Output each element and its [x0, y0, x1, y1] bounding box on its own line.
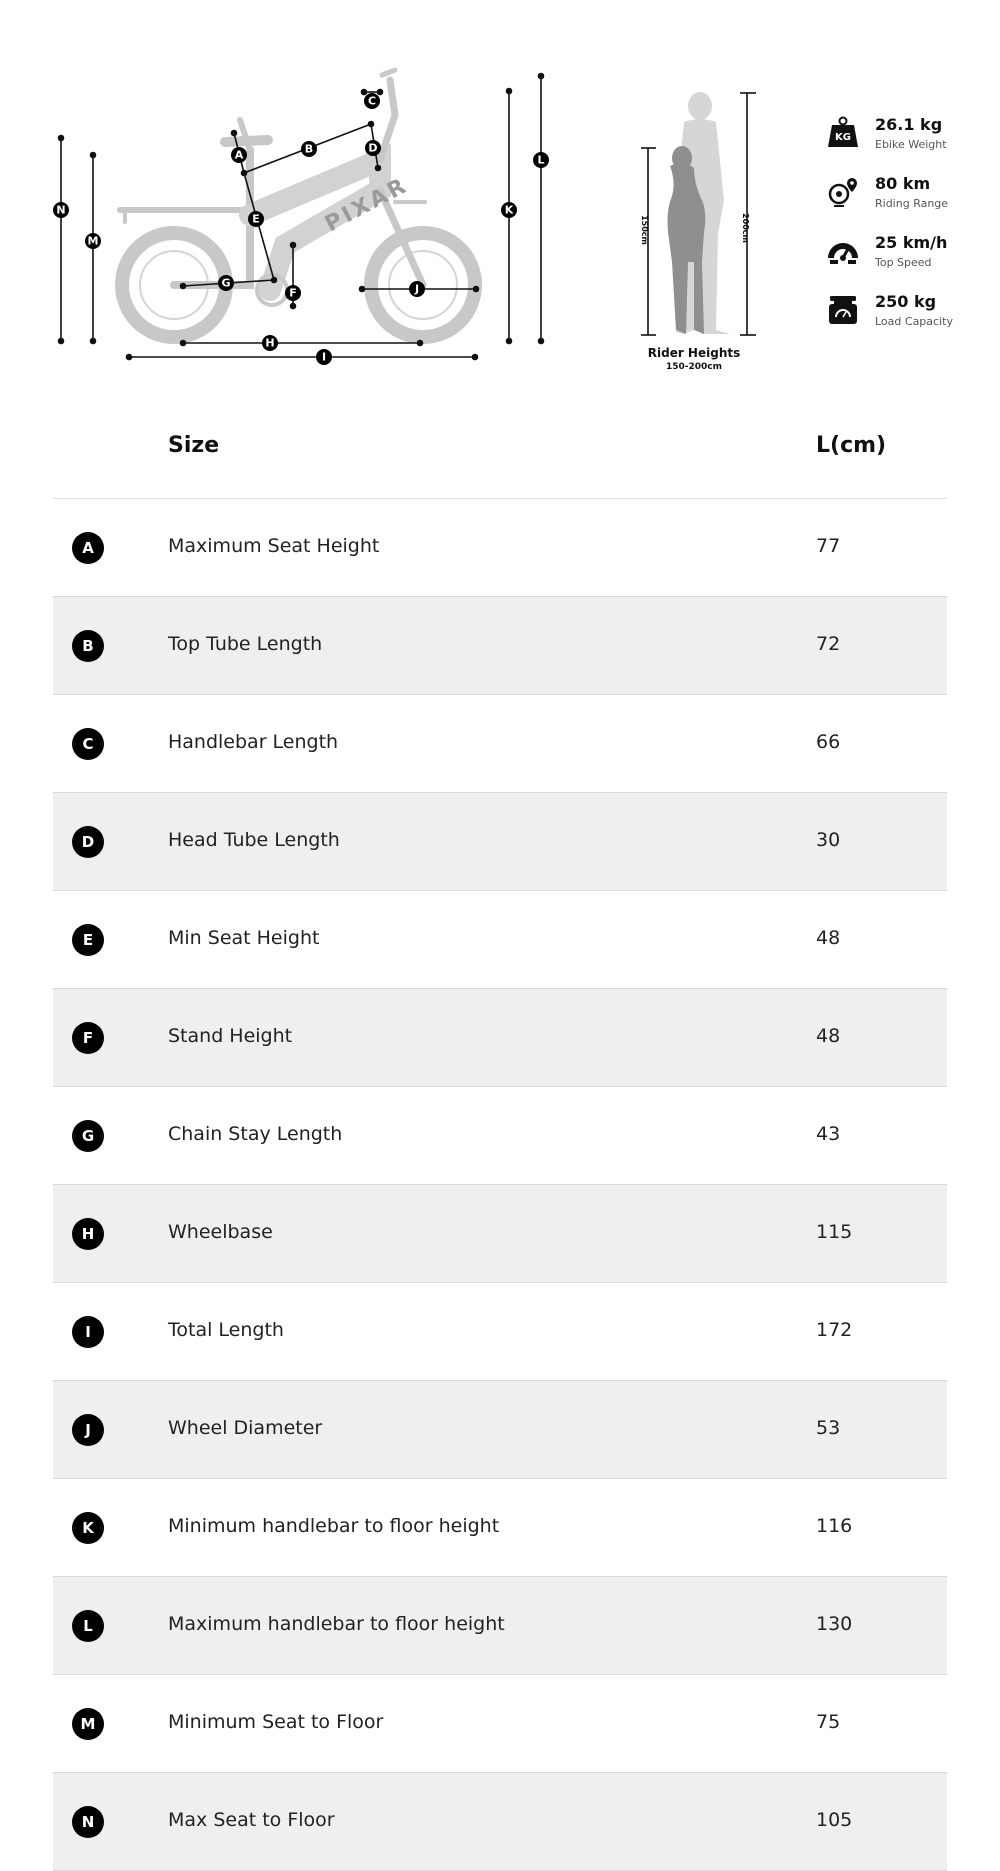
spec-list	[826, 112, 996, 348]
table-header	[53, 398, 947, 499]
dimension-value: 72	[816, 633, 841, 655]
dimension-letter-badge: K	[72, 1512, 104, 1544]
svg-text:J: J	[414, 282, 420, 296]
spec-label: Riding Range	[875, 197, 949, 210]
table-row	[53, 1087, 947, 1185]
dimension-name: Top Tube Length	[168, 633, 323, 655]
svg-text:A: A	[234, 148, 244, 162]
spec-label: Top Speed	[875, 256, 932, 269]
dimension-name: Maximum Seat Height	[168, 535, 380, 557]
dimension-letter-badge: J	[72, 1414, 104, 1446]
dimension-letter-badge: B	[72, 630, 104, 662]
dimension-name: Stand Height	[168, 1025, 293, 1047]
dimension-letter-badge: E	[72, 924, 104, 956]
weight-kg-icon-text: KG	[835, 132, 851, 143]
table-row	[53, 793, 947, 891]
spec-label: Load Capacity	[875, 315, 953, 328]
rider-heights-range: 150-200cm	[665, 362, 723, 372]
table-body	[53, 499, 947, 1871]
dimension-value: 48	[816, 1025, 841, 1047]
dimension-letter-badge: M	[72, 1708, 104, 1740]
location-pin-icon	[826, 175, 860, 209]
dimension-name: Wheelbase	[168, 1221, 273, 1243]
table-row	[53, 1479, 947, 1577]
svg-text:K: K	[504, 203, 514, 217]
spec-value: 25 km/h	[875, 233, 948, 252]
dimension-letter-badge: G	[72, 1120, 104, 1152]
table-row	[53, 1185, 947, 1283]
dimension-value: 75	[816, 1711, 841, 1733]
spec-load	[826, 289, 996, 348]
short-rider-label: 150cm	[640, 215, 649, 245]
table-row	[53, 989, 947, 1087]
rider-silhouettes	[640, 92, 756, 335]
dimension-letter-badge: A	[72, 532, 104, 564]
dimension-value: 43	[816, 1123, 841, 1145]
table-row	[53, 1381, 947, 1479]
dimension-value: 105	[816, 1809, 853, 1831]
bike-dimension-diagram	[0, 0, 1000, 390]
dimension-name: Minimum Seat to Floor	[168, 1711, 384, 1733]
dimension-name: Head Tube Length	[168, 829, 340, 851]
dimension-name: Wheel Diameter	[168, 1417, 323, 1439]
dimension-value: 48	[816, 927, 841, 949]
svg-text:B: B	[304, 142, 314, 156]
table-row	[53, 1283, 947, 1381]
svg-text:D: D	[368, 141, 378, 155]
dimension-value: 77	[816, 535, 841, 557]
bike-brand-text: PIXAR	[321, 172, 413, 238]
dimension-letter-badge: I	[72, 1316, 104, 1348]
dimension-value: 30	[816, 829, 841, 851]
dimension-value: 116	[816, 1515, 853, 1537]
table-row	[53, 1773, 947, 1871]
dimension-value: 66	[816, 731, 841, 753]
weight-kg-icon	[826, 116, 860, 150]
rider-heights-title: Rider Heights	[647, 346, 741, 360]
dimension-name: Chain Stay Length	[168, 1123, 343, 1145]
size-column-header: Size	[168, 433, 220, 458]
svg-text:N: N	[56, 203, 66, 217]
size-table	[53, 398, 947, 1871]
spec-value: 80 km	[875, 174, 931, 193]
dimension-value: 115	[816, 1221, 853, 1243]
dimension-letter-badge: L	[72, 1610, 104, 1642]
dimension-value: 130	[816, 1613, 853, 1635]
table-row	[53, 695, 947, 793]
table-row	[53, 891, 947, 989]
table-row	[53, 1577, 947, 1675]
svg-text:L: L	[537, 153, 545, 167]
dimension-name: Min Seat Height	[168, 927, 320, 949]
tall-rider-label: 200cm	[741, 213, 750, 243]
svg-text:G: G	[221, 276, 231, 290]
dimension-name: Max Seat to Floor	[168, 1809, 335, 1831]
svg-text:E: E	[252, 212, 260, 226]
spec-weight	[826, 112, 996, 171]
svg-text:M: M	[87, 234, 99, 248]
svg-text:F: F	[289, 286, 297, 300]
spec-value: 26.1 kg	[875, 115, 943, 134]
svg-text:C: C	[367, 94, 377, 108]
dimension-value: 172	[816, 1319, 853, 1341]
dimension-value: 53	[816, 1417, 841, 1439]
speedometer-icon	[826, 234, 860, 268]
dimension-name: Minimum handlebar to floor height	[168, 1515, 500, 1537]
dimension-letter-badge: H	[72, 1218, 104, 1250]
dimension-letter-badge: N	[72, 1806, 104, 1838]
dimension-name: Total Length	[168, 1319, 284, 1341]
spec-label: Ebike Weight	[875, 138, 947, 151]
length-column-header: L(cm)	[816, 433, 887, 458]
spec-value: 250 kg	[875, 292, 937, 311]
dimension-letter-badge: F	[72, 1022, 104, 1054]
spec-range	[826, 171, 996, 230]
rider-caption	[640, 346, 748, 372]
dimension-letter-badge: D	[72, 826, 104, 858]
table-row	[53, 1675, 947, 1773]
table-row	[53, 499, 947, 597]
dimension-name: Handlebar Length	[168, 731, 339, 753]
dimension-name: Maximum handlebar to floor height	[168, 1613, 505, 1635]
spec-speed	[826, 230, 996, 289]
table-row	[53, 597, 947, 695]
svg-text:H: H	[265, 336, 275, 350]
svg-text:I: I	[321, 350, 327, 364]
dimension-letter-badge: C	[72, 728, 104, 760]
scale-icon	[826, 293, 860, 327]
